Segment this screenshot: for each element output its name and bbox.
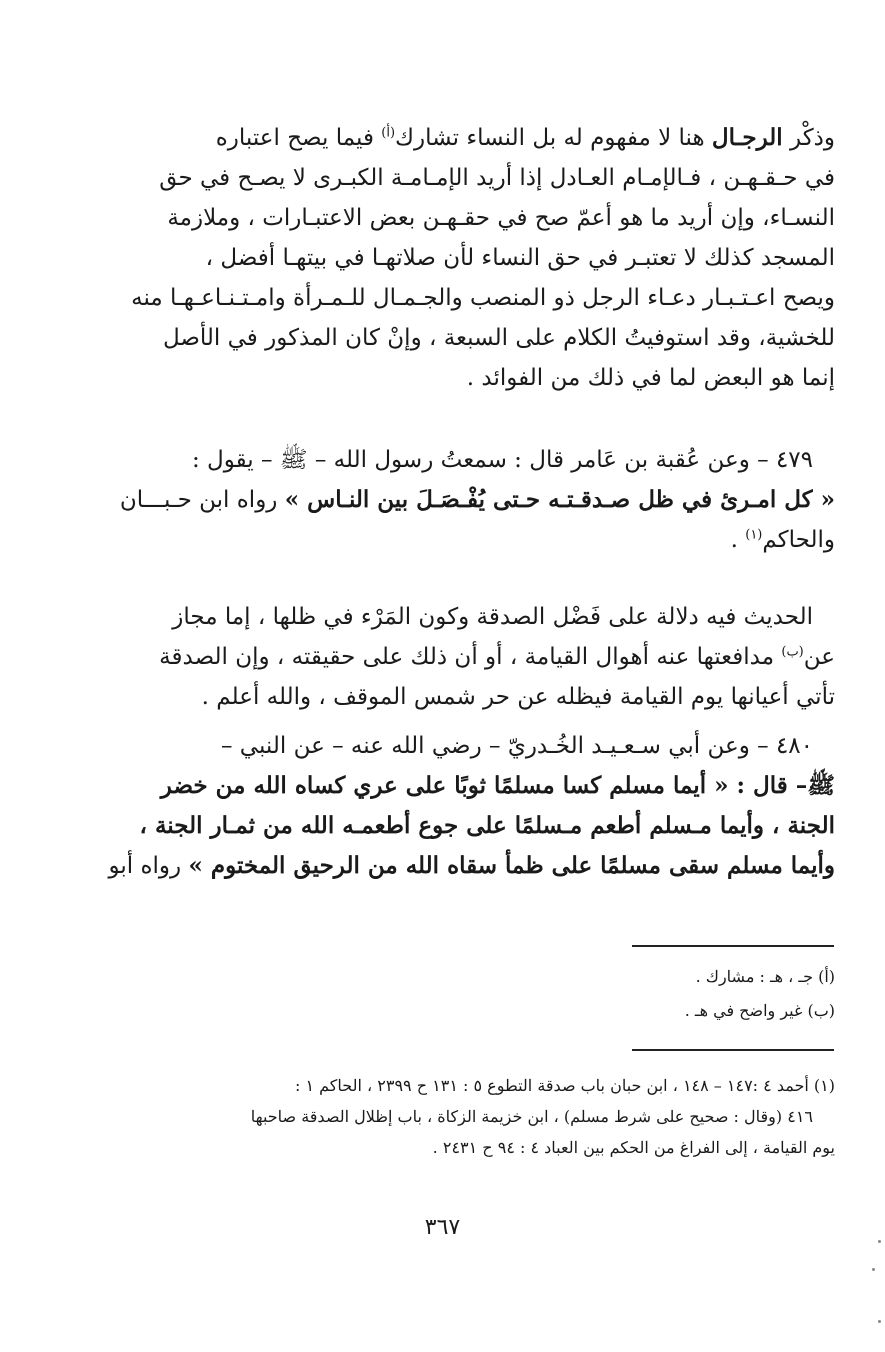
hadith-479 [119,440,835,560]
commentary-paragraph-2 [160,597,835,717]
hadith-text-bold: وأيما مسلم سقى مسلمًا على ظمأ سقاه الله من الرحيق المختوم » [188,852,835,879]
text-line [160,637,835,677]
hadith-text-bold: « كل امـرئ في ظل صـدقـتـه حـتى يُفْـصَـلَ بين النـاس » [284,486,835,513]
text-segment: مدافعتها عنه أهوال القيامة ، أو أن ذلك على حقيقته ، وإن الصدقة [159,644,782,670]
text-line: في حـقـهـن ، فـالإمـام العـادل إذا أريد الإمـامـة الكبـرى لا يصـح في حق [159,165,835,191]
text-line: الحديث فيه دلالة على فَضْل الصدقة وكون المَرْء في ظلها ، إما مجاز [172,604,813,630]
text-line [160,118,835,158]
hadith-line [108,846,835,886]
reference-note: ٤١٦ (وقال : صحيح على شرط مسلم) ، ابن خزيمة الزكاة ، باب إظلال الصدقة صاحبها [250,1107,813,1126]
footnote-ref[interactable]: (ب) [781,644,804,660]
commentary-paragraph-1 [131,118,835,398]
reference-note: يوم القيامة ، إلى الفراغ من الحكم بين العباد ٤ : ٩٤ ح ٢٤٣١ . [432,1138,835,1157]
text-segment: رواه أبو [108,853,189,879]
hadith-line [119,480,835,520]
page-number: ٣٦٧ [424,1215,461,1240]
text-segment: والحاكم [762,527,835,553]
text-segment: وذكْر [782,125,835,151]
footnote-divider [632,1049,834,1051]
footnote-ref[interactable]: (أ) [381,125,396,141]
scan-speck [878,1320,881,1323]
text-segment: رواه ابن حـبـــان [119,487,285,513]
reference-notes [160,1070,835,1163]
text-line: المسجد كذلك لا تعتبـر في حق النساء لأن صلاتهـا في بيتهـا أفضل ، [205,245,835,271]
footnote-ref[interactable]: (١) [745,527,763,543]
reference-note: (١) أحمد ٤ :١٤٧ – ١٤٨ ، ابن حبان باب صدقة التطوع ٥ : ١٣١ ح ٢٣٩٩ ، الحاكم ١ : [294,1076,835,1095]
bold-term: الرجـال [711,124,783,151]
variant-note: (أ) جـ ، هـ : مشارك . [695,967,835,986]
text-segment: هنا لا مفهوم له بل النساء تشارك [395,125,712,151]
hadith-line: ﷺ– قال : « أيما مسلم كسا مسلمًا ثوبًا على عري كساه الله من خضر [160,772,835,799]
hadith-480 [108,726,835,886]
hadith-line: ٤٧٩ – وعن عُقبة بن عَامر قال : سمعتُ رسول الله – ﷺ – يقول : [191,447,813,473]
hadith-line [160,520,835,560]
text-line: ويصح اعـتـبـار دعـاء الرجل ذو المنصب والجـمـال للـمـرأة وامـتـنـاعـهـا منه [131,285,835,311]
text-segment: . [730,527,746,553]
text-line: للخشية، وقد استوفيتُ الكلام على السبعة ، وإنْ كان المذكور في الأصل [162,325,835,351]
text-segment: عن [803,644,835,670]
text-line: إنما هو البعض لما في ذلك من الفوائد . [466,365,835,391]
hadith-line: ٤٨٠ – وعن أبي سـعـيـد الخُـدريّ – رضي الله عنه – عن النبي – [221,733,813,759]
scan-speck [872,1268,875,1271]
text-segment: فيما يصح اعتباره [215,125,382,151]
text-line: تأتي أعيانها يوم القيامة فيظله عن حر شمس الموقف ، والله أعلم . [201,684,835,710]
variant-note: (ب) غير واضح في هـ . [684,1001,835,1020]
footnote-divider [632,945,834,947]
variant-notes [160,960,835,1028]
text-line: النسـاء، وإن أريد ما هو أعمّ صح في حقـهـن بعض الاعتبـارات ، وملازمة [167,205,835,231]
hadith-line: الجنة ، وأيما مـسلم أطعم مـسلمًا على جوع أطعمـه الله من ثمـار الجنة ، [139,812,835,839]
scan-speck [878,1240,881,1243]
